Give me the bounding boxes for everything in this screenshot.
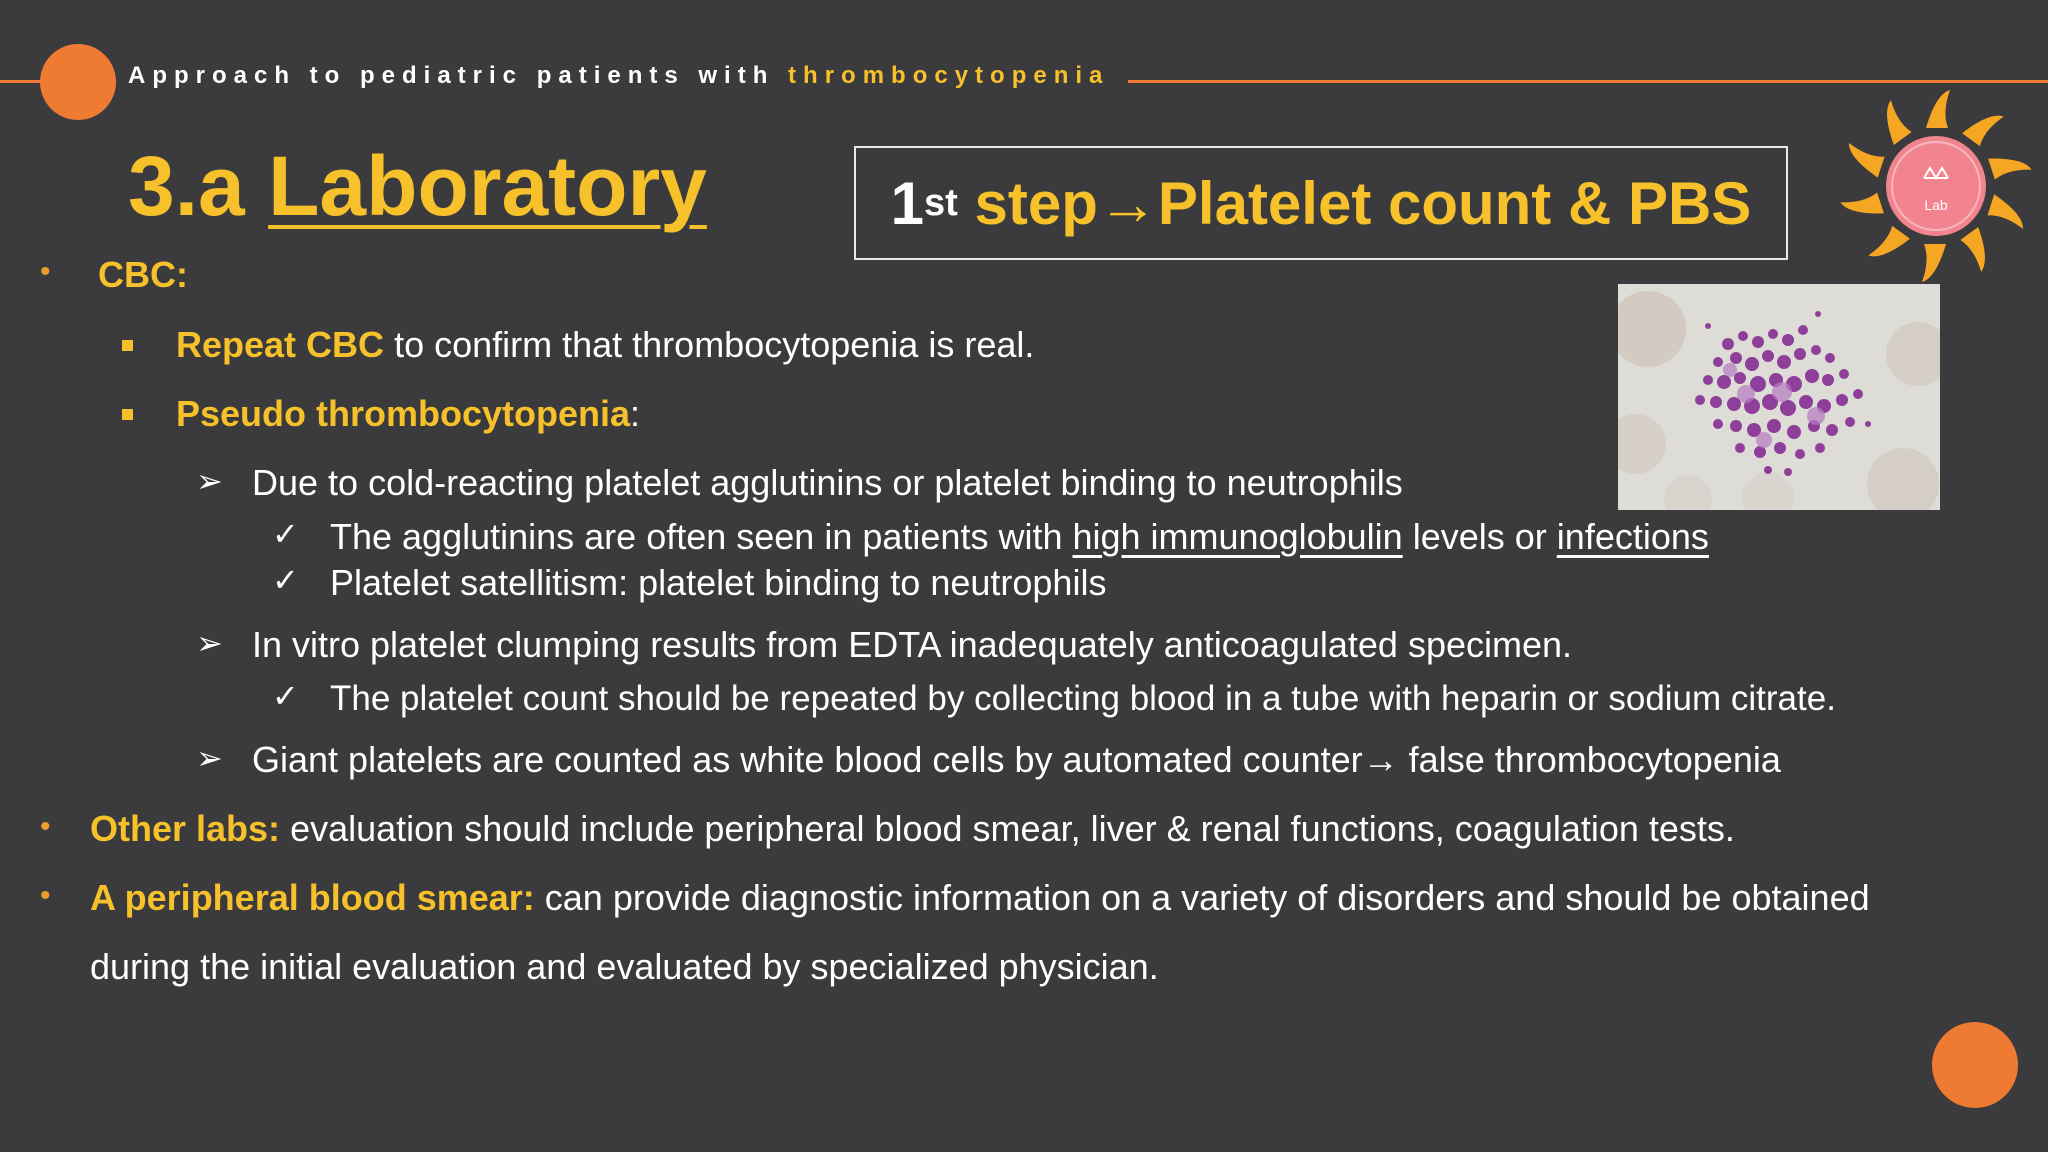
repeat-cbc-line (176, 323, 1034, 367)
header-title (128, 62, 1109, 90)
agglutinins-line (330, 515, 1709, 559)
other-labs-line (90, 807, 1735, 851)
lab-sun-badge-icon (1838, 88, 2034, 284)
badge-label: Lab (1924, 197, 1948, 213)
step-box (854, 146, 1788, 260)
slide-title-number: 3.a (128, 139, 245, 233)
slide-title-word: Laboratory (268, 139, 707, 233)
smear-line-1 (90, 876, 1870, 920)
check-bullet-icon: ✓ (272, 562, 299, 598)
step-text: step→Platelet count & PBS (974, 169, 1752, 237)
arrowhead-bullet-icon: ➢ (196, 625, 223, 661)
pseudo-bold: Pseudo thrombocytopenia (176, 393, 631, 434)
bullet-square-repeat (122, 340, 133, 351)
agglutinins-link-immunoglobulin: high immunoglobulin (1072, 516, 1403, 557)
header-circle (40, 44, 116, 120)
header-title-prefix: Approach to pediatric patients with (128, 62, 775, 89)
pseudo-colon: : (630, 393, 641, 434)
platelet-clump-illustration (1618, 284, 1940, 510)
bullet-dot-cbc: • (40, 255, 51, 288)
agglutinins-text-a: The agglutinins are often seen in patients with (330, 516, 1063, 557)
smear-label: A peripheral blood smear: (90, 877, 535, 918)
repeat-cbc-text: to confirm that thrombocytopenia is real. (394, 324, 1035, 365)
bullet-dot-other-labs: • (40, 810, 51, 843)
check-bullet-icon: ✓ (272, 516, 299, 552)
arrowhead-bullet-icon: ➢ (196, 463, 223, 499)
arrowhead-bullet-icon: ➢ (196, 740, 223, 776)
smear-text-1: can provide diagnostic information on a variety of disorders and should be obtained (544, 877, 1870, 918)
agglutinins-text-b: levels or (1412, 516, 1547, 557)
other-labs-text: evaluation should include peripheral blood smear, liver & renal functions, coagulation tests. (290, 808, 1735, 849)
smear-line-2: during the initial evaluation and evaluated by specialized physician. (90, 946, 1159, 987)
corner-circle (1932, 1022, 2018, 1108)
pseudo-line (176, 392, 640, 436)
agglutinins-link-infections: infections (1556, 516, 1709, 557)
cbc-label: CBC: (98, 254, 188, 295)
step-ordinal: 1 (890, 169, 925, 237)
repeat-count-line: The platelet count should be repeated by collecting blood in a tube with heparin or sodium citrate. (330, 679, 1836, 718)
step-ordinal-suffix: st (924, 181, 958, 224)
check-bullet-icon: ✓ (272, 678, 299, 714)
giant-platelets-line: Giant platelets are counted as white blood cells by automated counter→ false thrombocytopenia (252, 739, 1781, 780)
other-labs-label: Other labs: (90, 808, 281, 849)
blood-smear-image (1618, 284, 1940, 510)
satellitism-line: Platelet satellitism: platelet binding to neutrophils (330, 562, 1107, 603)
bullet-dot-smear: • (40, 879, 51, 912)
repeat-cbc-bold: Repeat CBC (176, 324, 385, 365)
slide-title (128, 138, 707, 235)
bullet-square-pseudo (122, 409, 133, 420)
due-to-line: Due to cold-reacting platelet agglutinins or platelet binding to neutrophils (252, 462, 1403, 503)
in-vitro-line: In vitro platelet clumping results from EDTA inadequately anticoagulated specimen. (252, 624, 1573, 665)
header-title-highlight: thrombocytopenia (788, 62, 1110, 89)
header-line-right (1128, 80, 2048, 83)
